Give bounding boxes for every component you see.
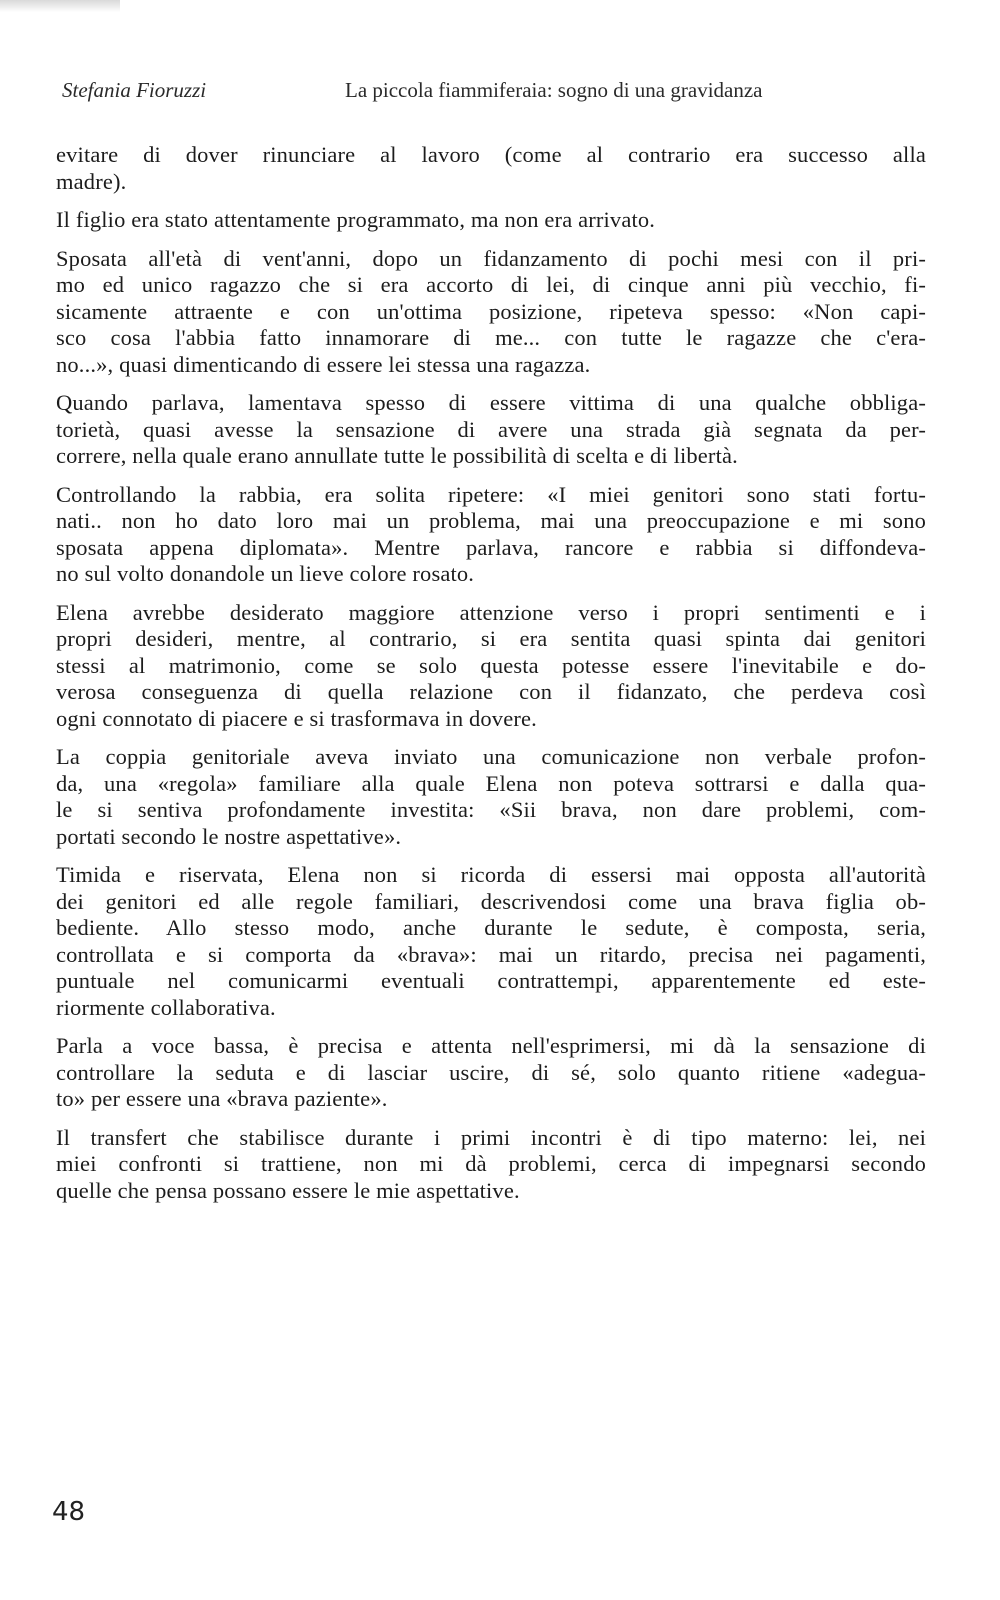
text-line: controllare la seduta e di lasciar uscire, di sé, solo quanto ritiene «adegua- — [56, 1059, 926, 1085]
paragraph — [56, 482, 926, 588]
text-line: Il figlio era stato attentamente programmato, ma non era arrivato. — [56, 207, 656, 232]
text-line: Il transfert che stabilisce durante i primi incontri è di tipo materno: lei, nei — [56, 1124, 926, 1150]
text-line: quelle che pensa possano essere le mie aspettative. — [56, 1177, 520, 1203]
text-line: no sul volto donandole un lieve colore rosato. — [56, 561, 475, 586]
text-line: riormente collaborativa. — [56, 994, 276, 1020]
text-line: correre, nella quale erano annullate tutte le possibilità di scelta e di libertà. — [56, 443, 738, 468]
text-line: verosa conseguenza di quella relazione con il fidanzato, che perdeva così — [56, 679, 926, 704]
text-line: madre). — [56, 168, 127, 194]
text-line: Elena avrebbe desiderato maggiore attenzione verso i propri sentimenti e i — [56, 599, 926, 625]
page-number: 48 — [52, 1497, 86, 1527]
text-line: dei genitori ed alle regole familiari, descrivendosi come una brava figlia ob- — [56, 888, 926, 914]
header-author: Stefania Fioruzzi — [62, 78, 207, 102]
text-line: no...», quasi dimenticando di essere lei stessa una ragazza. — [56, 351, 591, 377]
text-line: Timida e riservata, Elena non si ricorda di essersi mai opposta all'autorità — [56, 862, 926, 887]
text-line: controllata e si comporta da «brava»: mai un ritardo, precisa nei pagamenti, — [56, 941, 926, 967]
paragraph — [56, 390, 926, 470]
paragraph — [56, 1125, 926, 1205]
paragraph — [56, 862, 926, 1021]
text-line: Sposata all'età di vent'anni, dopo un fidanzamento di pochi mesi con il pri- — [56, 245, 926, 271]
text-line: mo ed unico ragazzo che si era accorto di lei, di cinque anni più vecchio, fi- — [56, 272, 926, 297]
text-line: nati.. non ho dato loro mai un problema, mai una preoccupazione e mi sono — [56, 508, 926, 533]
text-line: miei confronti si trattiene, non mi dà problemi, cerca di impegnarsi secondo — [56, 1151, 926, 1176]
paragraph — [56, 744, 926, 850]
body-text — [56, 142, 926, 1216]
text-line: La coppia genitoriale aveva inviato una comunicazione non verbale profon- — [56, 744, 926, 769]
text-line: torietà, quasi avesse la sensazione di avere una strada già segnata da per- — [56, 416, 926, 442]
paragraph — [56, 600, 926, 733]
text-line: Quando parlava, lamentava spesso di essere vittima di una qualche obbliga- — [56, 390, 926, 415]
text-line: Controllando la rabbia, era solita ripetere: «I miei genitori sono stati fortu- — [56, 481, 926, 507]
text-line: to» per essere una «brava paziente». — [56, 1086, 388, 1111]
text-line: sicamente attraente e con un'ottima posizione, ripeteva spesso: «Non capi- — [56, 298, 926, 324]
text-line: propri desideri, mentre, al contrario, si era sentita quasi spinta dai genitori — [56, 626, 926, 651]
paragraph — [56, 207, 926, 234]
text-line: ogni connotato di piacere e si trasformava in dovere. — [56, 705, 537, 731]
text-line: sco cosa l'abbia fatto innamorare di me... con tutte le ragazze che c'era- — [56, 325, 926, 350]
text-line: Parla a voce bassa, è precisa e attenta nell'esprimersi, mi dà la sensazione di — [56, 1033, 926, 1058]
text-line: le si sentiva profondamente investita: «Sii brava, non dare problemi, com- — [56, 797, 926, 822]
text-line: sposata appena diplomata». Mentre parlava, rancore e rabbia si diffondeva- — [56, 534, 926, 560]
header-title: La piccola fiammiferaia: sogno di una gravidanza — [345, 78, 763, 102]
text-line: bediente. Allo stesso modo, anche durante le sedute, è composta, seria, — [56, 915, 926, 940]
text-line: evitare di dover rinunciare al lavoro (come al contrario era successo alla — [56, 142, 926, 167]
text-line: puntuale nel comunicarmi eventuali contrattempi, apparentemente ed este- — [56, 968, 926, 993]
scan-corner-artifact — [0, 0, 120, 12]
text-line: da, una «regola» familiare alla quale Elena non poteva sottrarsi e dalla qua- — [56, 770, 926, 796]
paragraph — [56, 1033, 926, 1113]
text-line: stessi al matrimonio, come se solo questa potesse essere l'inevitabile e do- — [56, 652, 926, 678]
paragraph — [56, 142, 926, 195]
text-line: portati secondo le nostre aspettative». — [56, 823, 402, 849]
paragraph — [56, 246, 926, 379]
